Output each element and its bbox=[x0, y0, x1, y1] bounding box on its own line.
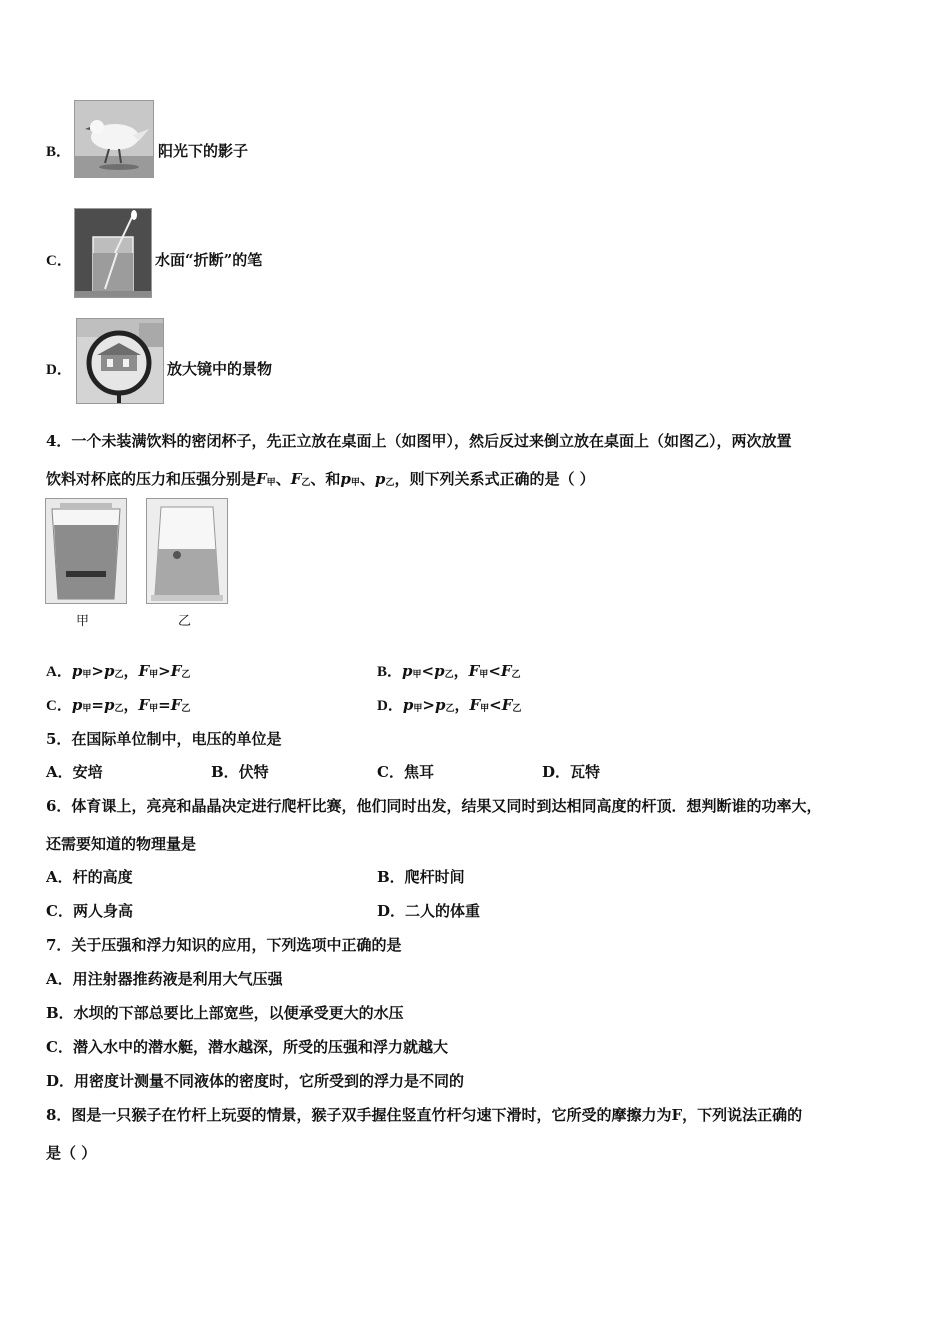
figure-label-yi: 乙 bbox=[178, 614, 192, 629]
q6-option-c: C．两人身高 bbox=[46, 902, 133, 920]
q7-option-c: C．潜入水中的潜水艇，潜水越深，所受的压强和浮力就越大 bbox=[46, 1038, 448, 1056]
figure-label-jia: 甲 bbox=[76, 614, 90, 629]
q7-option-b: B．水坝的下部总要比上部宽些，以便承受更大的水压 bbox=[46, 1004, 404, 1022]
dove-photo bbox=[74, 100, 154, 178]
q6-option-d: D．二人的体重 bbox=[377, 902, 481, 920]
cup-inverted-photo bbox=[146, 498, 228, 604]
q4-option-a: A．p甲>p乙，F甲>F乙 bbox=[46, 662, 191, 680]
option-letter: B． bbox=[46, 144, 72, 160]
q8-stem-line1: 8．图是一只猴子在竹杆上玩耍的情景，猴子双手握住竖直竹杆匀速下滑时，它所受的摩擦力为F，下列说法正确的 bbox=[46, 1106, 803, 1124]
q4-option-b: B．p甲<p乙，F甲<F乙 bbox=[377, 662, 521, 680]
q5-option-b: B．伏特 bbox=[211, 763, 269, 781]
q4-stem-line1: 4．一个未装满饮料的密闭杯子，先正立放在桌面上（如图甲），然后反过来倒立放在桌面上（如图乙），两次放置 bbox=[46, 432, 792, 450]
option-caption: 水面“折断”的笔 bbox=[155, 251, 263, 269]
option-caption: 放大镜中的景物 bbox=[167, 360, 273, 378]
q4-option-d: D．p甲>p乙，F甲<F乙 bbox=[377, 696, 522, 714]
glass-with-pen-photo bbox=[74, 208, 152, 298]
cup-upright-photo bbox=[45, 498, 127, 604]
q4-stem-line2: 饮料对杯底的压力和压强分别是F甲、F乙、和p甲、p乙，则下列关系式正确的是（ ） bbox=[46, 470, 595, 488]
q7-option-d: D．用密度计测量不同液体的密度时，它所受到的浮力是不同的 bbox=[46, 1072, 465, 1090]
q4-option-c: C．p甲=p乙，F甲=F乙 bbox=[46, 696, 191, 714]
q5-option-c: C．焦耳 bbox=[377, 763, 434, 781]
q6-stem-line2: 还需要知道的物理量是 bbox=[46, 835, 197, 853]
q5-stem: 5．在国际单位制中，电压的单位是 bbox=[46, 730, 282, 748]
q8-stem-line2: 是（ ） bbox=[46, 1144, 97, 1162]
option-letter: D． bbox=[46, 362, 72, 378]
q6-stem-line1: 6．体育课上，亮亮和晶晶决定进行爬杆比赛，他们同时出发，结果又同时到达相同高度的杆顶．想判断谁的功率大， bbox=[46, 797, 822, 815]
q5-option-a: A．安培 bbox=[46, 763, 103, 781]
q6-option-a: A．杆的高度 bbox=[46, 868, 133, 886]
magnifier-photo bbox=[76, 318, 164, 404]
q7-stem: 7．关于压强和浮力知识的应用，下列选项中正确的是 bbox=[46, 936, 402, 954]
q6-option-b: B．爬杆时间 bbox=[377, 868, 465, 886]
option-caption: 阳光下的影子 bbox=[158, 142, 249, 160]
q7-option-a: A．用注射器推药液是利用大气压强 bbox=[46, 970, 283, 988]
q5-option-d: D．瓦特 bbox=[542, 763, 601, 781]
option-letter: C． bbox=[46, 253, 72, 269]
